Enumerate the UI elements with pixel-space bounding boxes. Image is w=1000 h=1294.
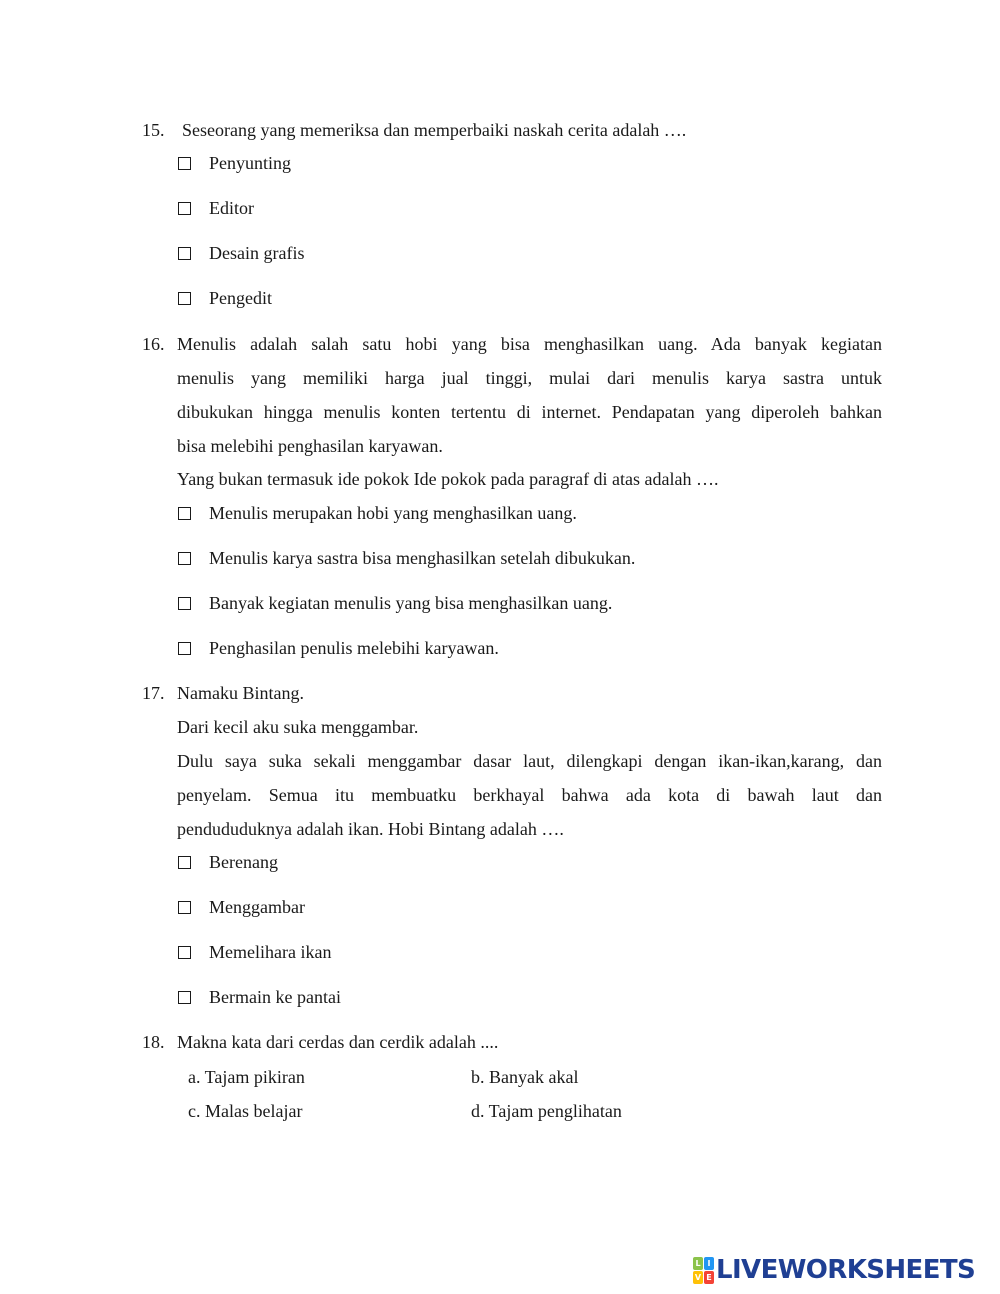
q15-option-1[interactable] [178,152,291,174]
checkbox[interactable] [178,157,191,170]
liveworksheets-logo [693,1256,975,1284]
option-label: Menulis karya sastra bisa menghasilkan setelah dibukukan. [209,548,636,568]
checkbox[interactable] [178,597,191,610]
q15-option-4[interactable] [178,287,272,309]
checkbox[interactable] [178,901,191,914]
q16-paragraph [177,327,882,463]
q16-option-3[interactable] [178,592,612,614]
checkbox[interactable] [178,552,191,565]
q18-option-c: c. Malas belajar [188,1101,303,1121]
q17-line: Dulu saya suka sekali menggambar dasar laut, dilengkapi dengan ikan-ikan,karang, dan [177,751,882,771]
option-label: Penyunting [209,153,292,173]
q17-number: 17. [142,683,165,703]
option-label: Penghasilan penulis melebihi karyawan. [209,638,499,658]
logo-letter: I [704,1257,714,1270]
q18-option-b: b. Banyak akal [471,1067,579,1087]
q16-option-1[interactable] [178,502,577,524]
checkbox[interactable] [178,946,191,959]
q18-number: 18. [142,1032,165,1052]
q15-text: Seseorang yang memeriksa dan memperbaiki naskah cerita adalah …. [182,120,687,140]
option-label: Editor [209,198,254,218]
q16-line: bisa melebihi penghasilan karyawan. [177,436,443,456]
q18-option-a: a. Tajam pikiran [188,1067,305,1087]
option-label: Banyak kegiatan menulis yang bisa menghasilkan uang. [209,593,613,613]
q16-option-2[interactable] [178,547,635,569]
q17-option-3[interactable] [178,941,331,963]
checkbox[interactable] [178,642,191,655]
q17-line-2: Dari kecil aku suka menggambar. [177,717,419,737]
q18-option-d: d. Tajam penglihatan [471,1101,622,1121]
logo-text: LIVEWORKSHEETS [716,1255,976,1285]
option-label: Berenang [209,852,278,872]
q17-line: penyelam. Semua itu membuatku berkhayal bahwa ada kota di bawah laut dan [177,785,882,805]
q17-line-1: Namaku Bintang. [177,683,304,703]
option-label: Pengedit [209,288,272,308]
q17-option-2[interactable] [178,896,305,918]
q16-number: 16. [142,334,165,354]
checkbox[interactable] [178,856,191,869]
option-label: Memelihara ikan [209,942,332,962]
q16-option-4[interactable] [178,637,499,659]
option-label: Menggambar [209,897,305,917]
q17-option-4[interactable] [178,986,341,1008]
q18-text: Makna kata dari cerdas dan cerdik adalah .... [177,1032,499,1052]
checkbox[interactable] [178,292,191,305]
q16-line: Menulis adalah salah satu hobi yang bisa menghasilkan uang. Ada banyak kegiatan [177,334,882,354]
checkbox[interactable] [178,507,191,520]
option-label: Desain grafis [209,243,305,263]
q15-option-2[interactable] [178,197,254,219]
q16-line: dibukukan hingga menulis konten tertentu di internet. Pendapatan yang diperoleh bahkan [177,402,882,422]
checkbox[interactable] [178,991,191,1004]
logo-letter: E [704,1271,714,1284]
q17-line: pendududuknya adalah ikan. Hobi Bintang adalah …. [177,819,564,839]
checkbox[interactable] [178,202,191,215]
q16-prompt: Yang bukan termasuk ide pokok Ide pokok pada paragraf di atas adalah …. [177,469,719,489]
logo-letter: L [693,1257,703,1270]
option-label: Bermain ke pantai [209,987,341,1007]
checkbox[interactable] [178,247,191,260]
q17-paragraph [177,744,882,846]
q16-line: menulis yang memiliki harga jual tinggi, mulai dari menulis karya sastra untuk [177,368,882,388]
q17-option-1[interactable] [178,851,278,873]
logo-mark-icon [693,1257,713,1283]
logo-letter: V [694,1273,702,1282]
q15-option-3[interactable] [178,242,304,264]
q15-number: 15. [142,120,165,140]
option-label: Menulis merupakan hobi yang menghasilkan uang. [209,503,577,523]
